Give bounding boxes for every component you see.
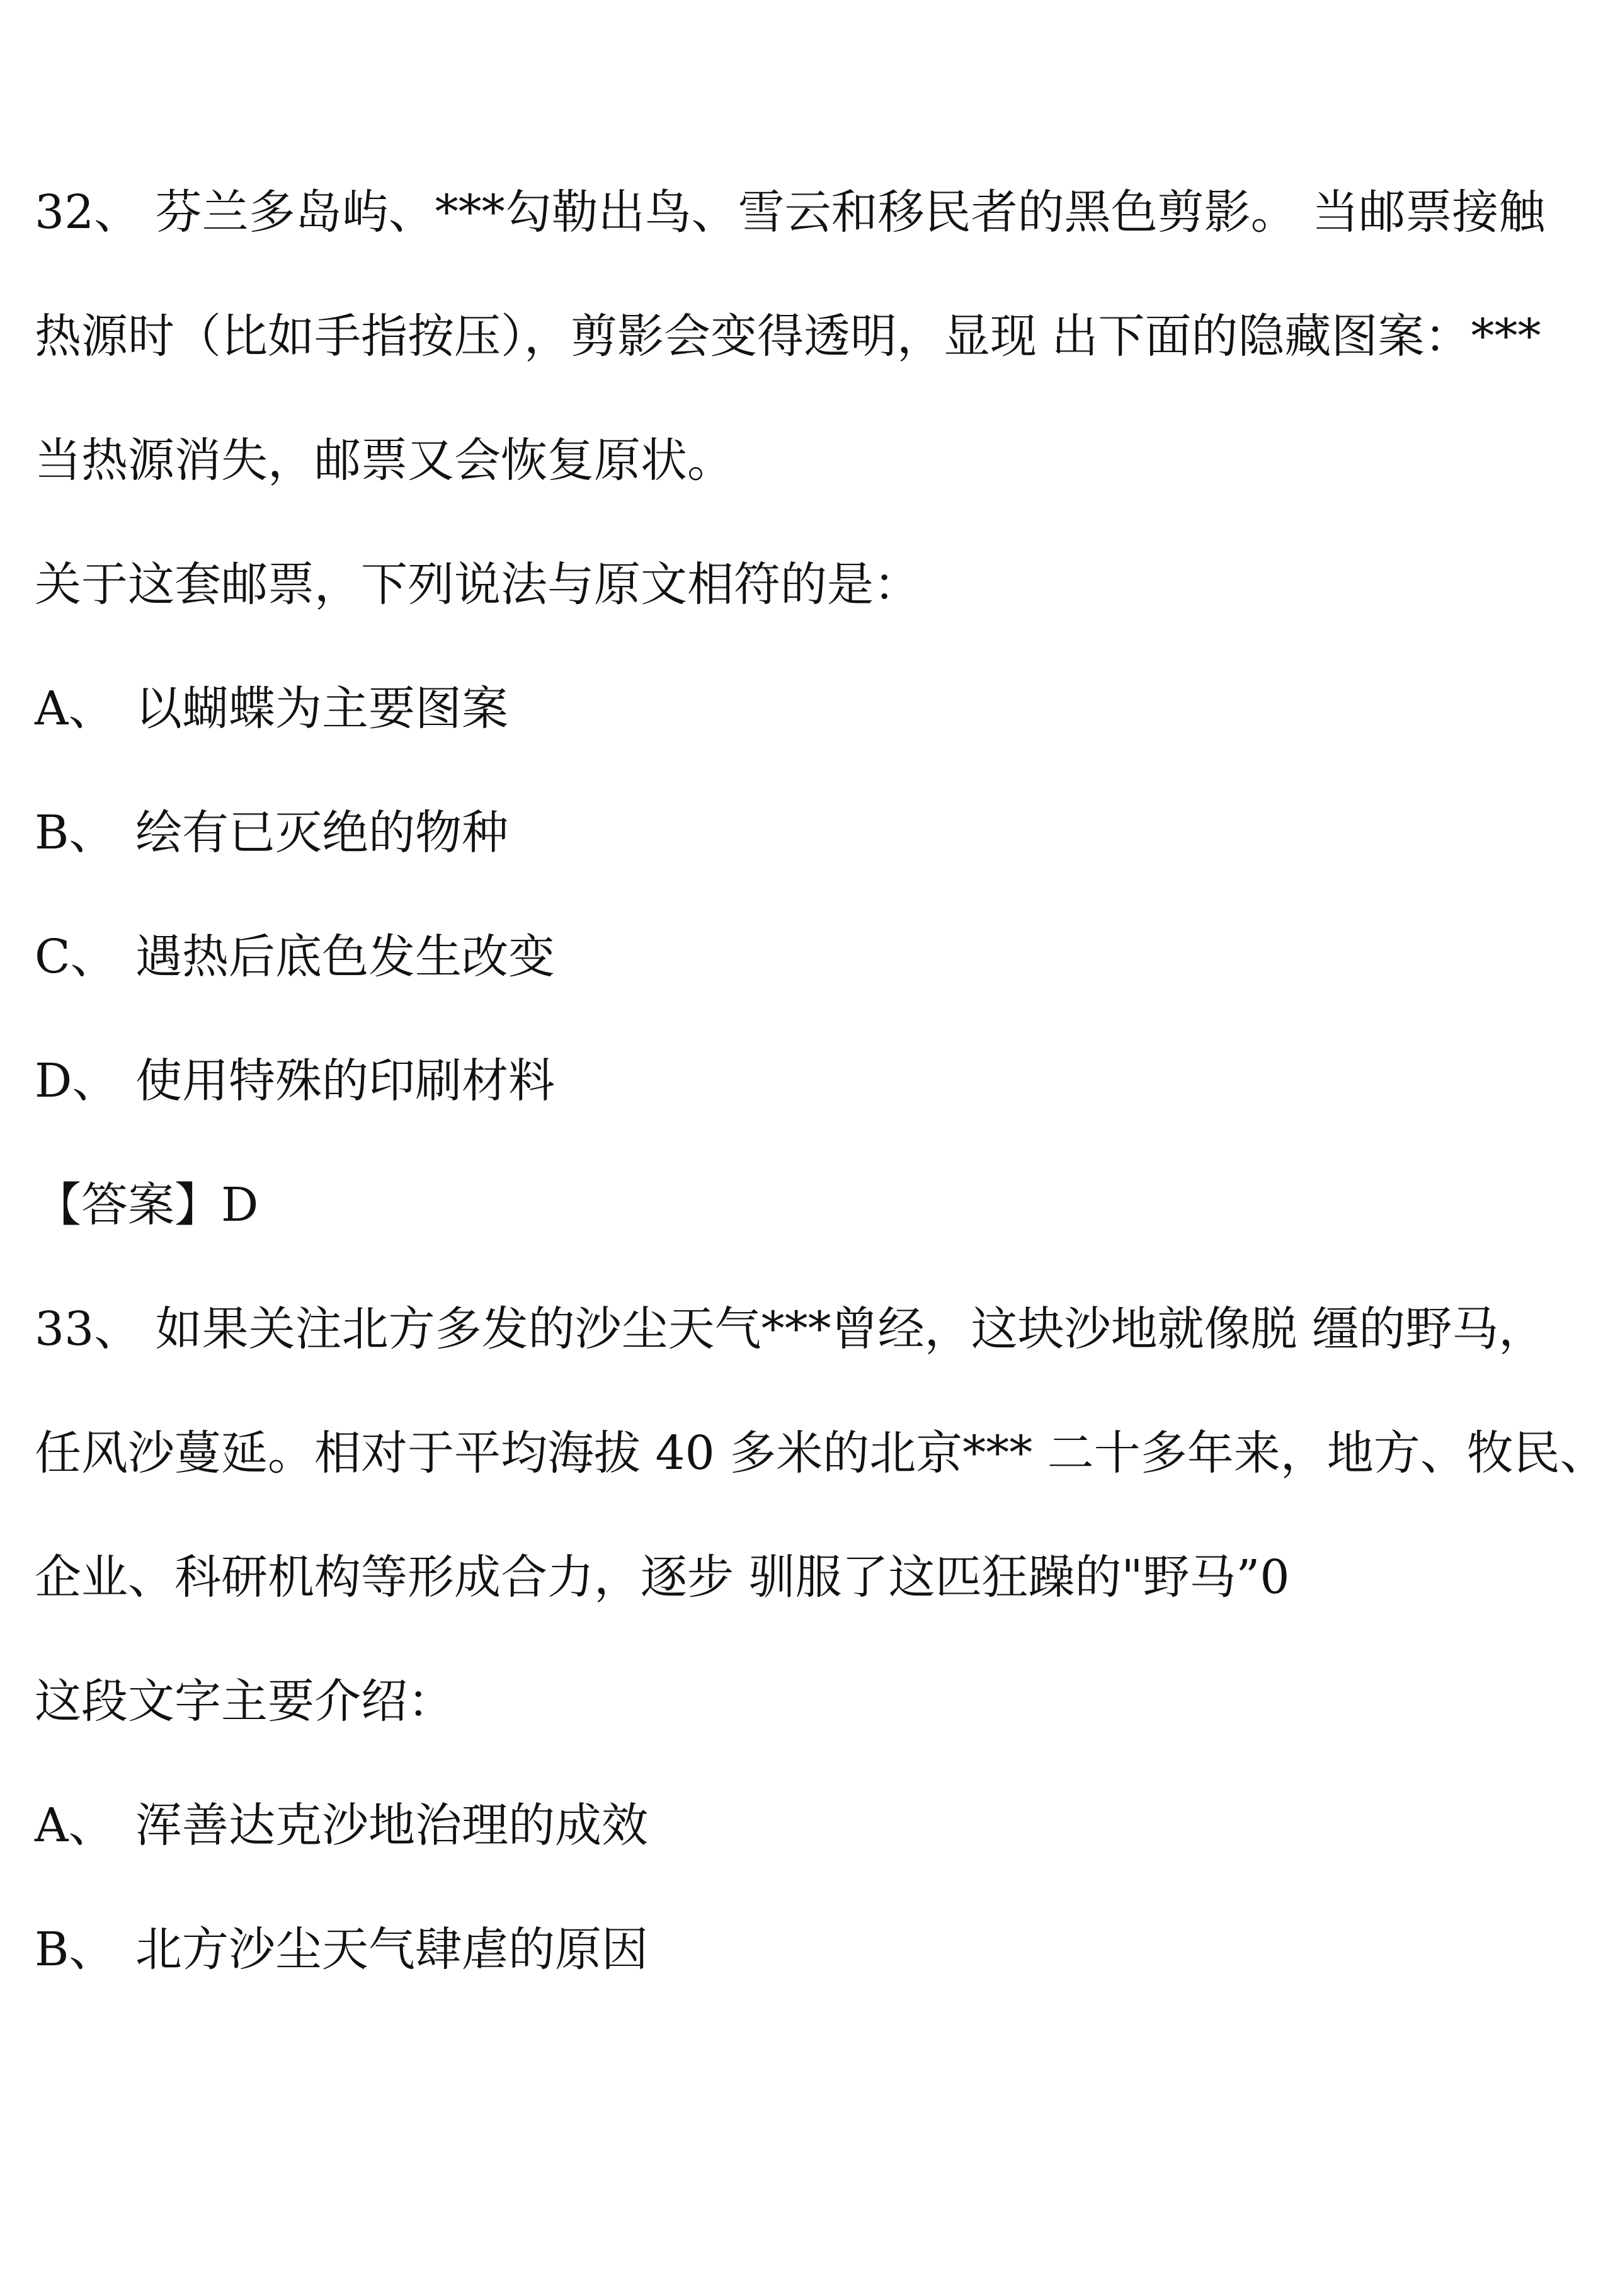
option-letter: A、 (35, 1798, 115, 1853)
q33-text-line-2: 任风沙蔓延。相对于平均海拔 40 多米的北京*** 二十多年来，地方、牧民、 (35, 1426, 1607, 1480)
q32-option-b (35, 801, 508, 864)
q32-text-line-1: 32、 芬兰多岛屿、***勾勒出鸟、雪云和移民者的黑色剪影。 当邮票接触 (35, 185, 1546, 239)
option-letter: B、 (35, 1922, 116, 1977)
q32-option-d (35, 1049, 555, 1112)
option-text: 以蝴蝶为主要图案 (135, 682, 508, 736)
q33-option-b (35, 1918, 648, 1981)
q32-option-c (35, 925, 555, 988)
option-letter: D、 (35, 1054, 119, 1108)
q33-text-line-3: 企业、科研机构等形成合力，逐步 驯服了这匹狂躁的"野马”0 (35, 1550, 1290, 1604)
q32-answer: 【答案】D (35, 1178, 259, 1232)
option-letter: B、 (35, 806, 116, 860)
option-text: 北方沙尘天气肆虐的原因 (135, 1922, 648, 1977)
option-text: 浑善达克沙地治理的成效 (135, 1798, 648, 1853)
q33-text-line-1: 33、 如果关注北方多发的沙尘天气***曾经，这块沙地就像脱 缰的野马， (35, 1302, 1546, 1356)
q32-text-line-3: 当热源消失，邮票又会恢复原状。 (35, 433, 734, 488)
q32-text-line-2: 热源时（比如手指按压），剪影会变得透明，显现 出下面的隐藏图案：*** (35, 309, 1541, 363)
option-text: 使用特殊的印刷材料 (135, 1054, 555, 1108)
option-letter: C、 (35, 930, 117, 984)
q32-option-a (35, 677, 508, 740)
option-text: 遇热后底色发生改变 (135, 930, 555, 984)
option-letter: A、 (35, 682, 115, 736)
q32-question-stem: 关于这套邮票，下列说法与原文相符的是： (35, 557, 920, 612)
q33-option-a (35, 1794, 648, 1857)
q33-question-stem: 这段文字主要介绍： (35, 1674, 454, 1728)
option-text: 绘有已灭绝的物种 (135, 806, 508, 860)
